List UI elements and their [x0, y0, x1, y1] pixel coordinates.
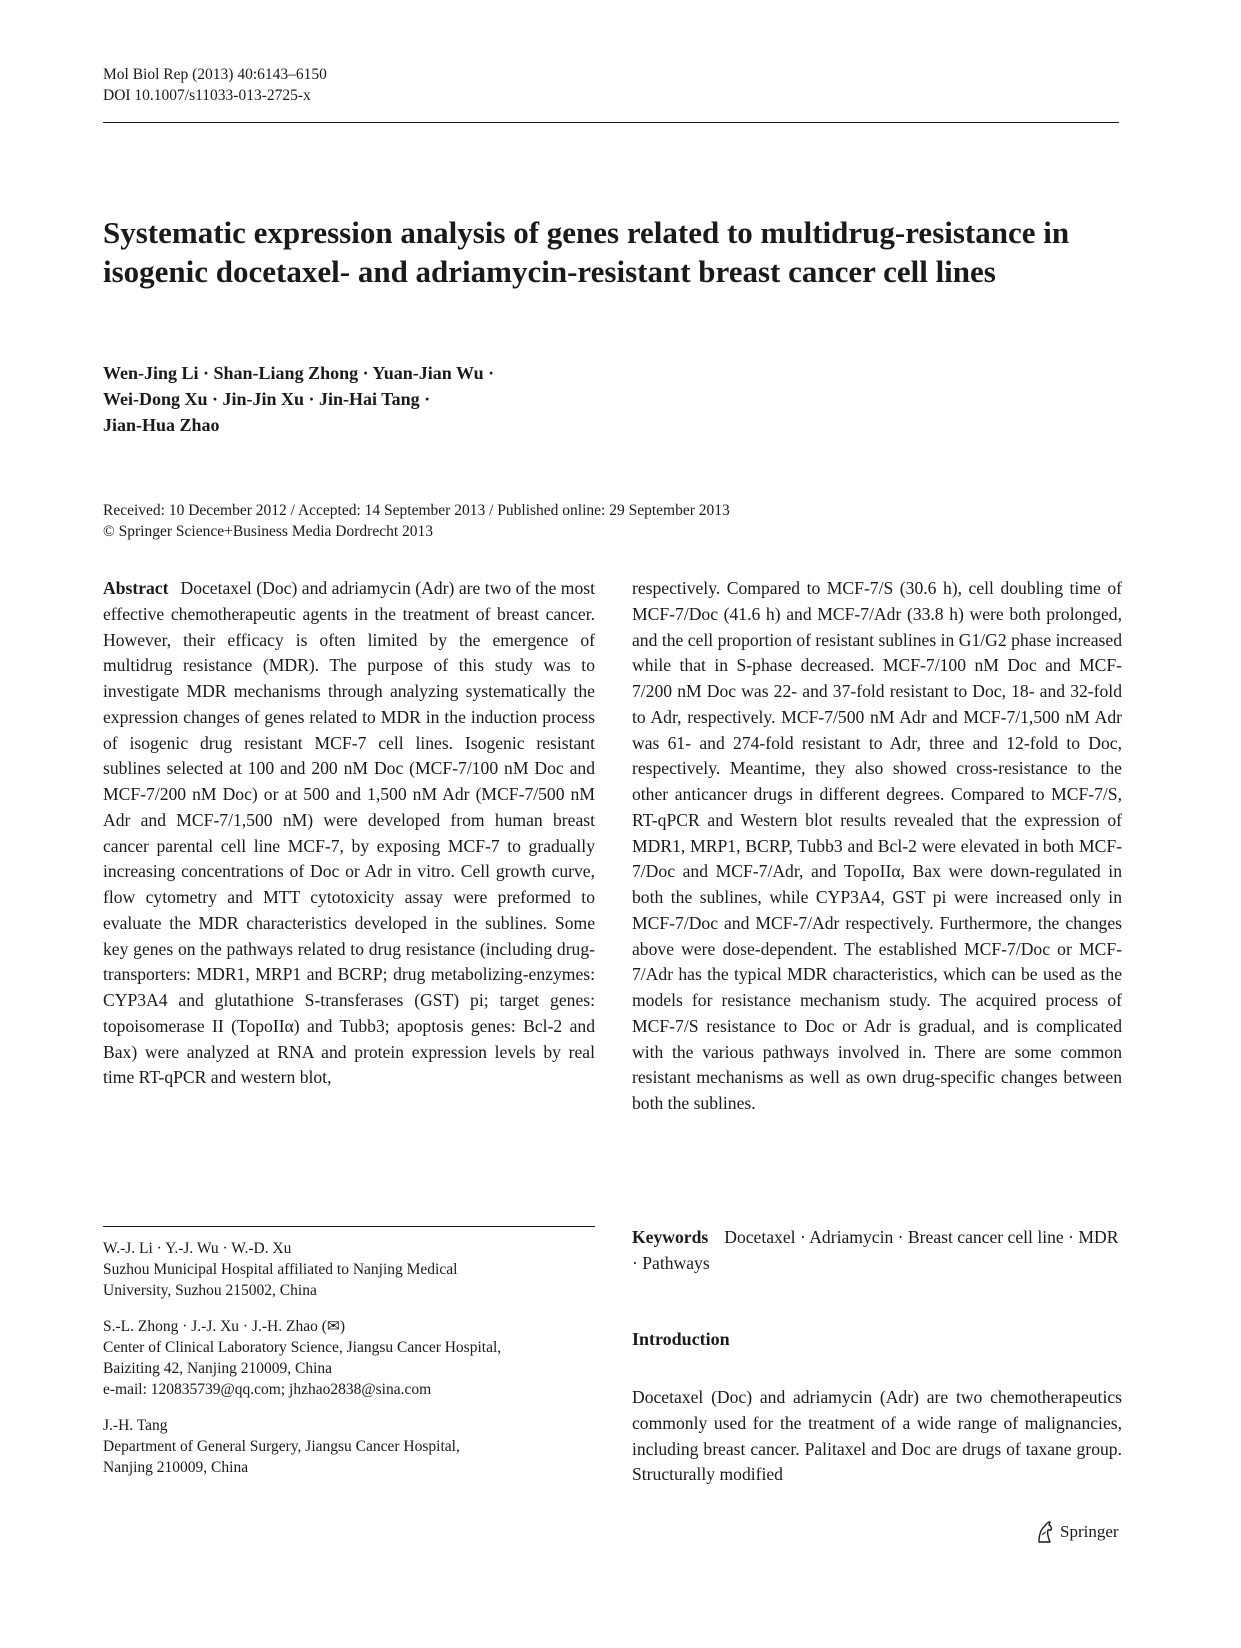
affiliation-line: University, Suzhou 215002, China — [103, 1282, 317, 1299]
keywords-label: Keywords — [632, 1227, 709, 1247]
springer-horse-icon — [1035, 1520, 1055, 1544]
author-line: Wei-Dong Xu · Jin-Jin Xu · Jin-Hai Tang · — [103, 389, 431, 409]
abstract-label: Abstract — [103, 578, 169, 598]
author-list — [103, 360, 494, 438]
affiliation-line: Department of General Surgery, Jiangsu Cancer Hospital, — [103, 1438, 460, 1455]
abstract-left-column — [103, 576, 595, 1091]
introduction-text: Docetaxel (Doc) and adriamycin (Adr) are two chemotherapeutics commonly used for the treatment of a wide range of malignancies, including breast cancer. Palitaxel and Doc are drugs of taxane group. Structurally modified — [632, 1387, 1122, 1485]
affiliation-block — [103, 1238, 595, 1301]
affiliation-line: Suzhou Municipal Hospital affiliated to Nanjing Medical — [103, 1261, 458, 1278]
author-line: Jian-Hua Zhao — [103, 415, 220, 435]
publisher-logo — [1035, 1520, 1119, 1544]
introduction-heading: Introduction — [632, 1329, 730, 1349]
introduction-section — [632, 1385, 1122, 1488]
affiliation-names: W.-J. Li · Y.-J. Wu · W.-D. Xu — [103, 1240, 292, 1257]
publisher-name: Springer — [1060, 1522, 1119, 1541]
paper-title: Systematic expression analysis of genes related to multidrug-resistance in isogenic docetaxel- and adriamycin-resistant breast cancer cell lines — [103, 215, 1070, 289]
author-line: Wen-Jing Li · Shan-Liang Zhong · Yuan-Jian Wu · — [103, 363, 495, 383]
affiliation-block — [103, 1415, 595, 1478]
affiliation-email[interactable]: e-mail: 120835739@qq.com; jhzhao2838@sina.com — [103, 1381, 432, 1398]
abstract-paragraph — [103, 576, 595, 1091]
journal-citation — [103, 64, 327, 106]
history-dates: Received: 10 December 2012 / Accepted: 14 September 2013 / Published online: 29 September 2013 — [103, 502, 730, 519]
abstract-right-column — [632, 576, 1122, 1117]
affiliation-names: S.-L. Zhong · J.-J. Xu · J.-H. Zhao (✉) — [103, 1318, 346, 1335]
keywords-text: Docetaxel · Adriamycin · Breast cancer cell line · MDR · Pathways — [632, 1227, 1119, 1273]
footnote-rule — [103, 1226, 595, 1227]
keywords-block — [632, 1225, 1122, 1277]
journal-line: Mol Biol Rep (2013) 40:6143–6150 — [103, 66, 327, 83]
copyright-line: © Springer Science+Business Media Dordrecht 2013 — [103, 523, 434, 540]
affiliation-block — [103, 1316, 595, 1400]
publication-history — [103, 500, 730, 542]
header-rule — [103, 122, 1119, 123]
affiliation-line: Center of Clinical Laboratory Science, Jiangsu Cancer Hospital, — [103, 1339, 502, 1356]
abstract-text-left: Docetaxel (Doc) and adriamycin (Adr) are two of the most effective chemotherapeutic agents in the treatment of breast cancer. However, their efficacy is often limited by the emergence of multidrug resistance (MDR). The purpose of this study was to investigate MDR mechanisms through analyzing systematically the expression changes of genes related to MDR in the induction process of isogenic drug resistant MCF-7 cell lines. Isogenic resistant sublines selected at 100 and 200 nM Doc (MCF-7/100 nM Doc and MCF-7/200 nM Doc) or at 500 and 1,500 nM Adr (MCF-7/500 nM Adr and MCF-7/1,500 nM) were developed from human breast cancer parental cell line MCF-7, by exposing MCF-7 to gradually increasing concentrations of Doc or Adr in vitro. Cell growth curve, flow cytometry and MTT cytotoxicity assay were preformed to evaluate the MDR characteristics developed in the sublines. Some key genes on the pathways related to drug resistance (including drug-transporters: MDR1, MRP1 and BCRP; drug metabolizing-enzymes: CYP3A4 and glutathione S-transferases (GST) pi; target genes: topoisomerase II (TopoIIα) and Tubb3; apoptosis genes: Bcl-2 and Bax) were analyzed at RNA and protein expression levels by real time RT-qPCR and western blot, — [103, 578, 595, 1088]
abstract-text-right: respectively. Compared to MCF-7/S (30.6 h), cell doubling time of MCF-7/Doc (41.6 h) and MCF-7/Adr (33.8 h) were both prolonged, and the cell proportion of resistant sublines in G1/G2 phase increased while that in S-phase decreased. MCF-7/100 nM Doc and MCF-7/200 nM Doc was 22- and 37-fold resistant to Doc, 18- and 32-fold to Adr, respectively. MCF-7/500 nM Adr and MCF-7/1,500 nM Adr was 61- and 274-fold resistant to Adr, three and 12-fold to Doc, respectively. Meantime, they also showed cross-resistance to the other anticancer drugs in different degrees. Compared to MCF-7/S, RT-qPCR and Western blot results revealed that the expression of MDR1, MRP1, BCRP, Tubb3 and Bcl-2 were elevated in both MCF-7/Doc and MCF-7/Adr, and TopoIIα, Bax were down-regulated in both the sublines, while CYP3A4, GST pi were increased only in MCF-7/Doc and MCF-7/Adr respectively. Furthermore, the changes above were dose-dependent. The established MCF-7/Doc or MCF-7/Adr has the typical MDR characteristics, which can be used as the models for resistance mechanism study. The acquired process of MCF-7/S resistance to Doc or Adr is gradual, and is complicated with the various pathways involved in. There are some common resistant mechanisms as well as own drug-specific changes between both the sublines. — [632, 578, 1122, 1113]
affiliation-line: Nanjing 210009, China — [103, 1459, 249, 1476]
doi-line: DOI 10.1007/s11033-013-2725-x — [103, 87, 311, 104]
affiliation-line: Baiziting 42, Nanjing 210009, China — [103, 1360, 333, 1377]
affiliation-names: J.-H. Tang — [103, 1417, 168, 1434]
